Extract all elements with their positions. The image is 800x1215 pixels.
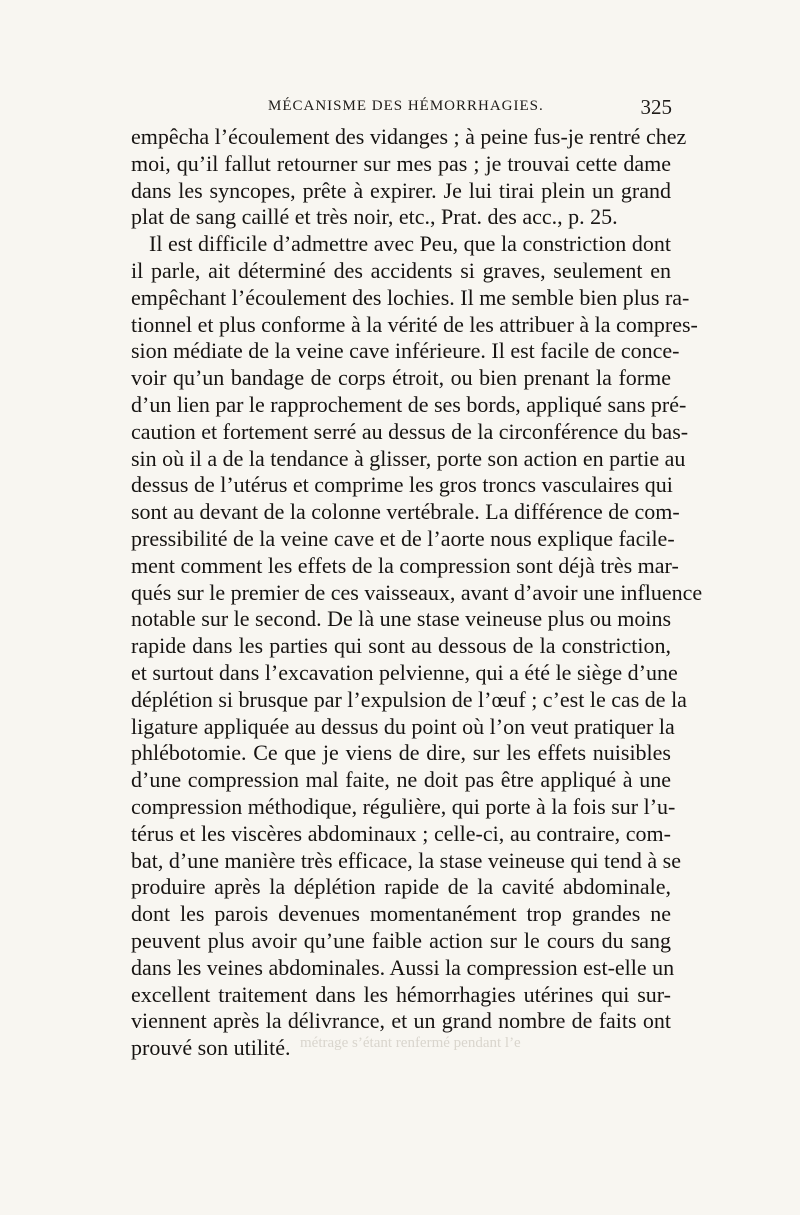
text-line-5: Il est difficile d’admettre avec Peu, que la constriction dont [149,231,671,257]
text-line-13: sin où il a de la tendance à glisser, porte son action en partie au [131,445,686,471]
text-line-32: dans les veines abdominales. Aussi la compression est-elle un [131,954,675,980]
text-line-2: moi, qu’il fallut retourner sur mes pas ; je trouvai cette dame [131,150,671,176]
text-line-34: viennent après la délivrance, et un grand nombre de faits ont [131,1008,671,1034]
text-line-19: notable sur le second. De là une stase veineuse plus ou moins [131,606,672,632]
text-line-6: il parle, ait déterminé des accidents si graves, seulement en [131,257,671,283]
text-line-7: empêchant l’écoulement des lochies. Il me semble bien plus ra- [131,284,690,310]
text-line-10: voir qu’un bandage de corps étroit, ou bien prenant la forme [131,365,671,391]
text-line-26: compression méthodique, régulière, qui porte à la fois sur l’u- [131,793,676,819]
text-line-18: qués sur le premier de ces vaisseaux, avant d’avoir une influence [131,579,703,605]
text-line-15: sont au devant de la colonne vertébrale. La différence de com- [131,499,680,525]
text-line-22: déplétion si brusque par l’expulsion de l’œuf ; c’est le cas de la [131,686,687,712]
body-text [131,124,703,1062]
text-line-21: et surtout dans l’excavation pelvienne, qui a été le siège d’une [131,659,678,685]
text-line-16: pressibilité de la veine cave et de l’aorte nous explique facile- [131,525,675,551]
running-header [130,95,672,122]
text-line-27: térus et les viscères abdominaux ; celle-ci, au contraire, com- [131,820,671,846]
text-line-3: dans les syncopes, prête à expirer. Je lui tirai plein un grand [131,177,671,203]
page-number: 325 [640,95,672,119]
text-line-4: plat de sang caillé et très noir, etc., Prat. des acc., p. 25. [131,204,618,230]
text-line-12: caution et fortement serré au dessus de la circonférence du bas- [131,418,689,444]
text-line-30: dont les parois devenues momentanément trop grandes ne [131,901,671,927]
show-through-text: métrage s’étant renfermé pendant l’e [300,1035,521,1051]
text-line-24: phlébotomie. Ce que je viens de dire, sur les effets nuisibles [131,740,671,766]
text-line-17: ment comment les effets de la compression sont déjà très mar- [131,552,679,578]
text-line-20: rapide dans les parties qui sont au dessous de la constriction, [131,633,671,659]
text-line-14: dessus de l’utérus et comprime les gros troncs vasculaires qui [131,472,673,498]
text-line-25: d’une compression mal faite, ne doit pas être appliqué à une [131,767,671,793]
text-line-23: ligature appliquée au dessus du point où l’on veut pratiquer la [131,713,675,739]
text-line-33: excellent traitement dans les hémorrhagies utérines qui sur- [131,981,671,1007]
text-line-35: prouvé son utilité. [131,1035,291,1061]
text-line-9: sion médiate de la veine cave inférieure. Il est facile de conce- [131,338,680,364]
running-title: MÉCANISME DES HÉMORRHAGIES. [268,98,544,114]
text-line-29: produire après la déplétion rapide de la cavité abdominale, [131,874,671,900]
text-line-1: empêcha l’écoulement des vidanges ; à peine fus-je rentré chez [131,124,687,149]
text-line-31: peuvent plus avoir qu’une faible action sur le cours du sang [131,927,671,953]
text-line-8: tionnel et plus conforme à la vérité de les attribuer à la compres- [131,311,698,337]
text-line-28: bat, d’une manière très efficace, la stase veineuse qui tend à se [131,847,681,873]
text-line-11: d’un lien par le rapprochement de ses bords, appliqué sans pré- [131,391,687,417]
